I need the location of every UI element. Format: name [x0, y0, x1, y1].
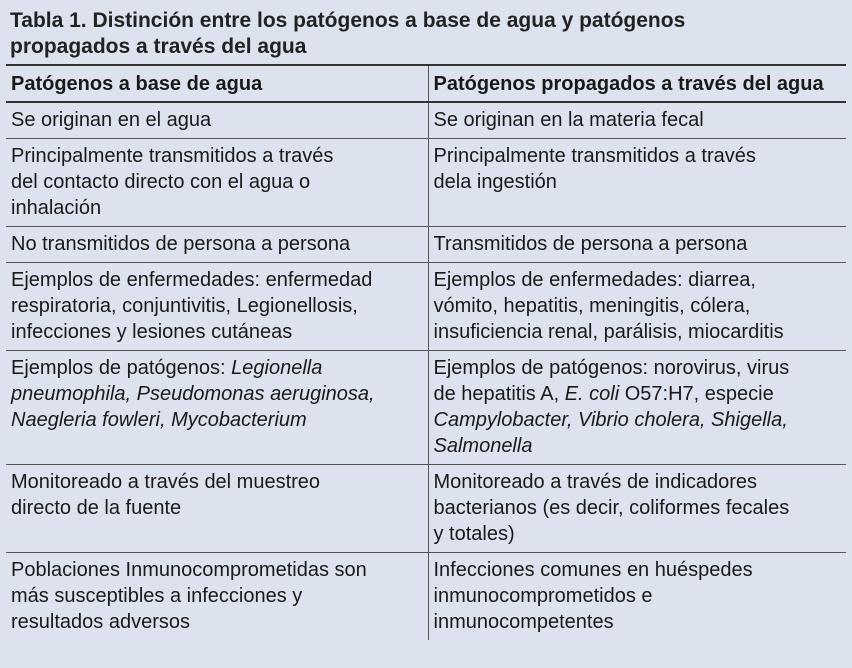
cell-text: Ejemplos de patógenos: norovirus, virus: [433, 357, 790, 379]
cell-line: No transmitidos de persona a persona: [11, 233, 351, 255]
header-waterborne: Patógenos propagados a través del agua: [428, 65, 846, 102]
cell-text: O57:H7, especie: [619, 383, 774, 405]
cell-diseases-water-based: [6, 263, 428, 351]
cell-line: Monitoreado a través del muestreo: [11, 471, 321, 493]
table-row: [6, 102, 846, 139]
table-row: [6, 553, 846, 641]
table-title-line-2: propagados a través del agua: [10, 35, 307, 58]
cell-susceptibility-water-based: [6, 553, 428, 641]
cell-transmission-waterborne: [428, 139, 846, 227]
cell-person-to-person-waterborne: [428, 227, 846, 263]
cell-origin-waterborne: [428, 102, 846, 139]
cell-text: Ejemplos de patógenos:: [11, 357, 232, 379]
table-row: [6, 465, 846, 553]
header-water-based: Patógenos a base de agua: [6, 65, 428, 102]
cell-italic-text: Campylobacter, Vibrio cholera, Shigella,: [433, 409, 788, 431]
cell-text: de hepatitis A,: [433, 383, 565, 405]
cell-line: Se originan en la materia fecal: [433, 109, 704, 131]
cell-line: Ejemplos de enfermedades: enfermedad: [11, 269, 373, 291]
cell-italic-text: Naegleria fowleri, Mycobacterium: [11, 409, 307, 431]
cell-monitoring-waterborne: [428, 465, 846, 553]
table-row: [6, 351, 846, 465]
table-row: [6, 139, 846, 227]
cell-line: Infecciones comunes en huéspedes: [433, 559, 753, 581]
cell-monitoring-water-based: [6, 465, 428, 553]
table-title-line-1: Tabla 1. Distinción entre los patógenos a base de agua y patógenos: [10, 9, 686, 32]
cell-line: Transmitidos de persona a persona: [433, 233, 748, 255]
cell-line: Se originan en el agua: [11, 109, 212, 131]
cell-line: directo de la fuente: [11, 497, 182, 519]
cell-susceptibility-waterborne: [428, 553, 846, 641]
cell-transmission-water-based: [6, 139, 428, 227]
cell-line: bacterianos (es decir, coliformes fecales: [433, 497, 790, 519]
cell-line: vómito, hepatitis, meningitis, cólera,: [433, 295, 751, 317]
cell-line: Principalmente transmitidos a través: [11, 145, 334, 167]
table-title: [10, 8, 846, 60]
cell-pathogens-water-based: [6, 351, 428, 465]
cell-italic-text: pneumophila, Pseudomonas aeruginosa,: [11, 383, 375, 405]
cell-origin-water-based: [6, 102, 428, 139]
cell-diseases-waterborne: [428, 263, 846, 351]
cell-pathogens-waterborne: [428, 351, 846, 465]
cell-line: resultados adversos: [11, 611, 190, 633]
cell-line: inmunocompetentes: [433, 611, 614, 633]
table-row: [6, 263, 846, 351]
cell-person-to-person-water-based: [6, 227, 428, 263]
cell-line: inhalación: [11, 197, 102, 219]
cell-line: Poblaciones Inmunocomprometidas son: [11, 559, 367, 581]
table-row: [6, 227, 846, 263]
cell-italic-text: Salmonella: [433, 435, 533, 457]
pathogen-comparison-table: [6, 64, 846, 640]
table-header-row: [6, 65, 846, 102]
cell-line: dela ingestión: [433, 171, 557, 193]
cell-italic-text: E. coli: [564, 383, 620, 405]
cell-line: del contacto directo con el agua o: [11, 171, 311, 193]
cell-italic-text: Legionella: [231, 357, 323, 379]
cell-line: respiratoria, conjuntivitis, Legionellosis,: [11, 295, 358, 317]
cell-line: Monitoreado a través de indicadores: [433, 471, 758, 493]
cell-line: insuficiencia renal, parálisis, miocarditis: [433, 321, 784, 343]
cell-line: más susceptibles a infecciones y: [11, 585, 303, 607]
cell-line: Ejemplos de enfermedades: diarrea,: [433, 269, 756, 291]
cell-line: Principalmente transmitidos a través: [433, 145, 756, 167]
cell-line: y totales): [433, 523, 515, 545]
cell-line: inmunocomprometidos e: [433, 585, 653, 607]
cell-line: infecciones y lesiones cutáneas: [11, 321, 293, 343]
